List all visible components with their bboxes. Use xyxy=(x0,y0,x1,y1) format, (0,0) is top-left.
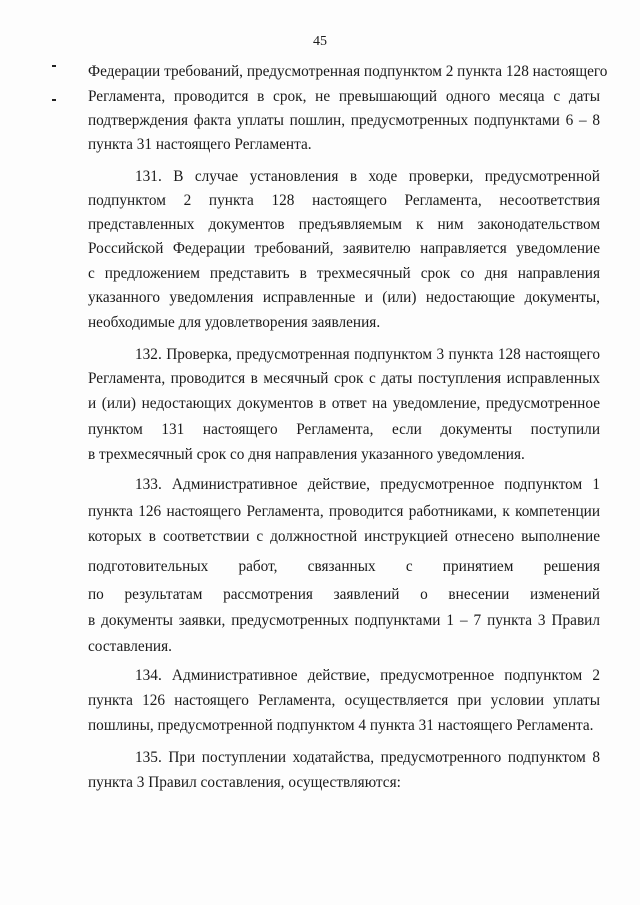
text-line: Регламента, проводится в срок, не превышающий одного месяца с даты xyxy=(88,88,600,105)
text-line: в документы заявки, предусмотренных подпунктами 1 – 7 пункта 3 Правил xyxy=(88,612,600,629)
text-line: в трехмесячный срок со дня направления указанного уведомления. xyxy=(88,446,525,463)
text-line: которых в соответствии с должностной инструкцией отнесено выполнение xyxy=(88,528,600,545)
margin-mark xyxy=(52,65,56,67)
text-line: по результатам рассмотрения заявлений о внесении изменений xyxy=(88,586,600,603)
text-line: пункта 31 настоящего Регламента. xyxy=(88,136,312,153)
text-line: пунктом 131 настоящего Регламента, если документы поступили xyxy=(88,421,600,438)
text-line: подтверждения факта уплаты пошлин, предусмотренных подпунктами 6 – 8 xyxy=(88,112,600,129)
text-line: подготовительных работ, связанных с принятием решения xyxy=(88,558,600,575)
text-line: 135. При поступлении ходатайства, предусмотренного подпунктом 8 xyxy=(135,749,600,766)
text-line: указанного уведомления исправленные и (или) недостающие документы, xyxy=(88,289,600,306)
text-line: пункта 126 настоящего Регламента, проводится работниками, к компетенции xyxy=(88,503,600,520)
text-line: 133. Административное действие, предусмотренное подпунктом 1 xyxy=(135,476,600,493)
text-line: Российской Федерации требований, заявителю направляется уведомление xyxy=(88,240,600,257)
text-line: Федерации требований, предусмотренная подпунктом 2 пункта 128 настоящего xyxy=(88,63,608,80)
text-line: 132. Проверка, предусмотренная подпунктом 3 пункта 128 настоящего xyxy=(135,346,600,363)
text-line: Регламента, проводится в месячный срок с даты поступления исправленных xyxy=(88,370,600,387)
text-line: подпунктом 2 пункта 128 настоящего Регламента, несоответствия xyxy=(88,192,600,209)
text-line: представленных документов предъявляемым к ним законодательством xyxy=(88,216,600,233)
text-line: пункта 3 Правил составления, осуществляются: xyxy=(88,774,401,791)
margin-mark xyxy=(52,99,56,101)
text-line: пункта 126 настоящего Регламента, осуществляется при условии уплаты xyxy=(88,692,600,709)
text-line: 134. Административное действие, предусмотренное подпунктом 2 xyxy=(135,667,600,684)
text-line: с предложением представить в трехмесячный срок со дня направления xyxy=(88,265,600,282)
text-line: составления. xyxy=(88,638,172,655)
text-line: 131. В случае установления в ходе проверки, предусмотренной xyxy=(135,168,600,185)
page-number: 45 xyxy=(313,34,327,49)
text-line: необходимые для удовлетворения заявления. xyxy=(88,314,381,331)
text-line: пошлины, предусмотренной подпунктом 4 пункта 31 настоящего Регламента. xyxy=(88,717,594,734)
text-line: и (или) недостающих документов в ответ на уведомление, предусмотренное xyxy=(88,395,600,412)
